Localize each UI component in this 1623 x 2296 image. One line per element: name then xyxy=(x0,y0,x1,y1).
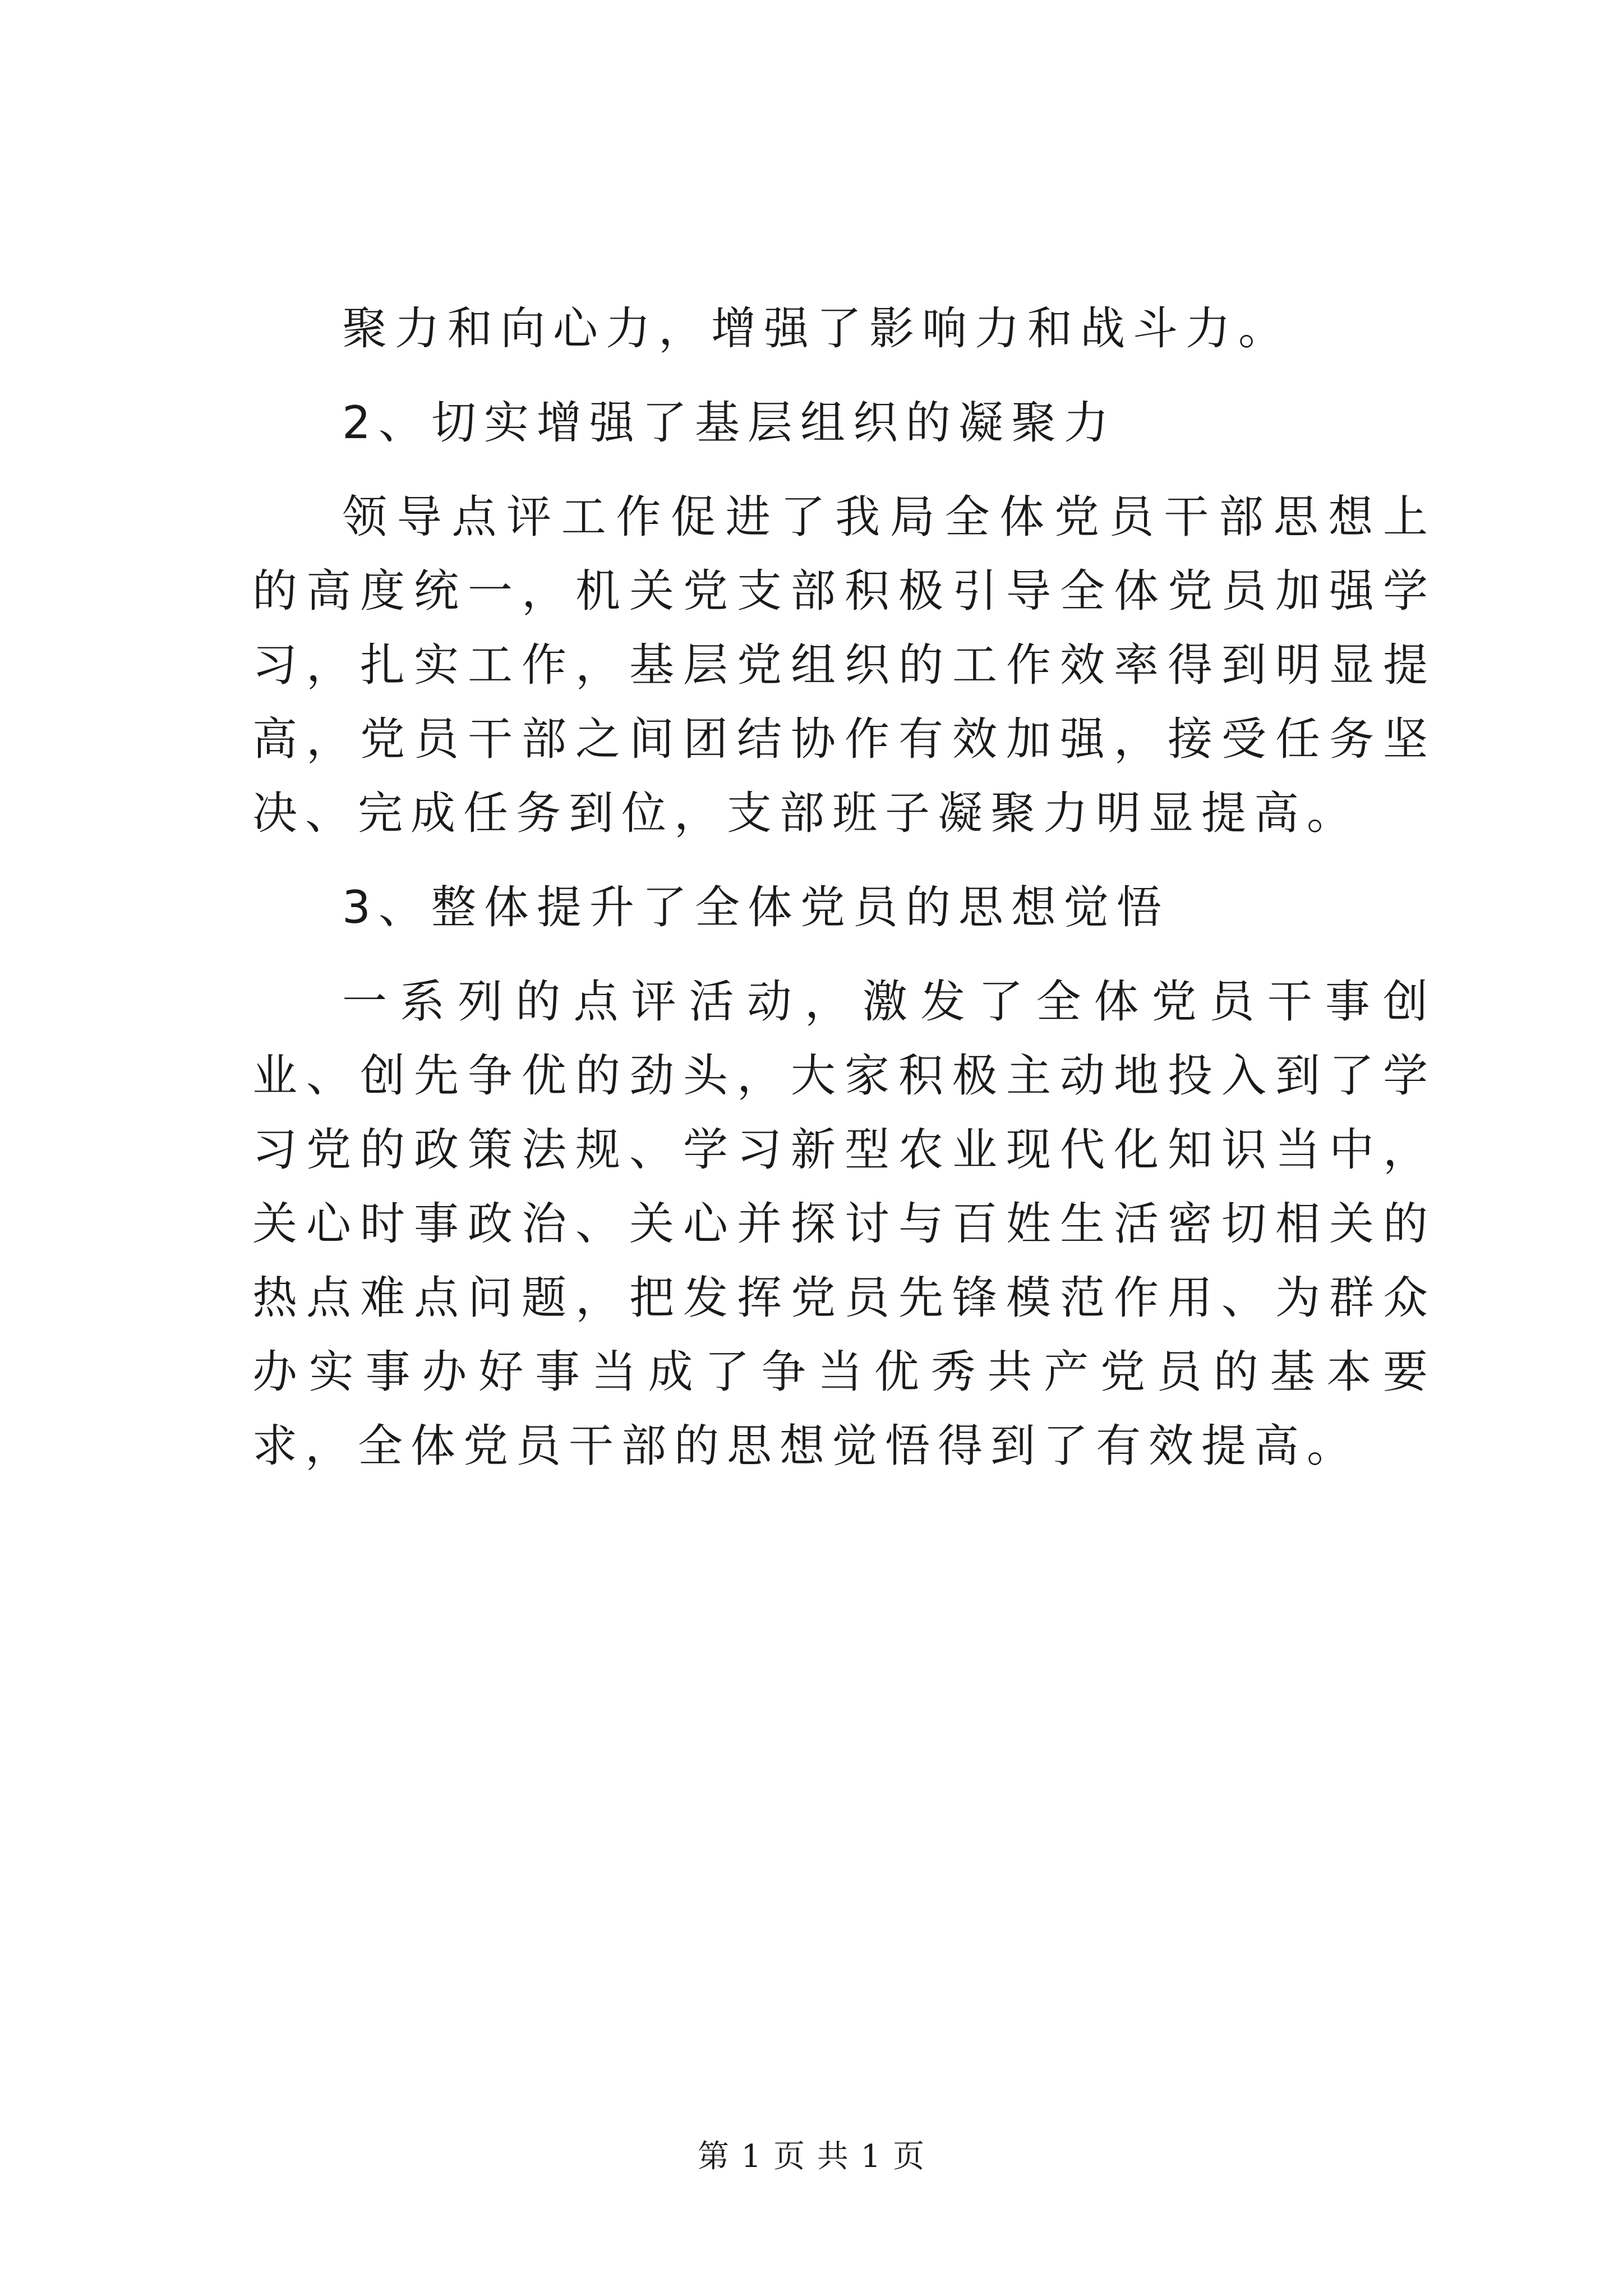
page-footer: 第 1 页 共 1 页 xyxy=(697,2138,926,2175)
section-heading-2: 2、切实增强了基层组织的凝聚力 xyxy=(342,397,1117,449)
paragraph-continuation: 聚力和向心力，增强了影响力和战斗力。 xyxy=(342,302,1291,355)
paragraph-cohesion: 领导点评工作促进了我局全体党员干部思想上的高度统一，机关党支部积极引导全体党员加强学习，扎实工作，基层党组织的工作效率得到明显提高，党员干部之间团结协作有效加强，接受任务坚决、完成任务到位，支部班子凝聚力明显提高。 xyxy=(252,491,1436,839)
paragraph-awareness: 一系列的点评活动，激发了全体党员干事创业、创先争优的劲头，大家积极主动地投入到了学习党的政策法规、学习新型农业现代化知识当中，关心时事政治、关心并探讨与百姓生活密切相关的热点难点问题，把发挥党员先锋模范作用、为群众办实事办好事当成了争当优秀共产党员的基本要求，全体党员干部的思想觉悟得到了有效提高。 xyxy=(252,976,1436,1472)
document-body xyxy=(252,292,1436,1503)
section-heading-3: 3、整体提升了全体党员的思想觉悟 xyxy=(342,881,1169,933)
